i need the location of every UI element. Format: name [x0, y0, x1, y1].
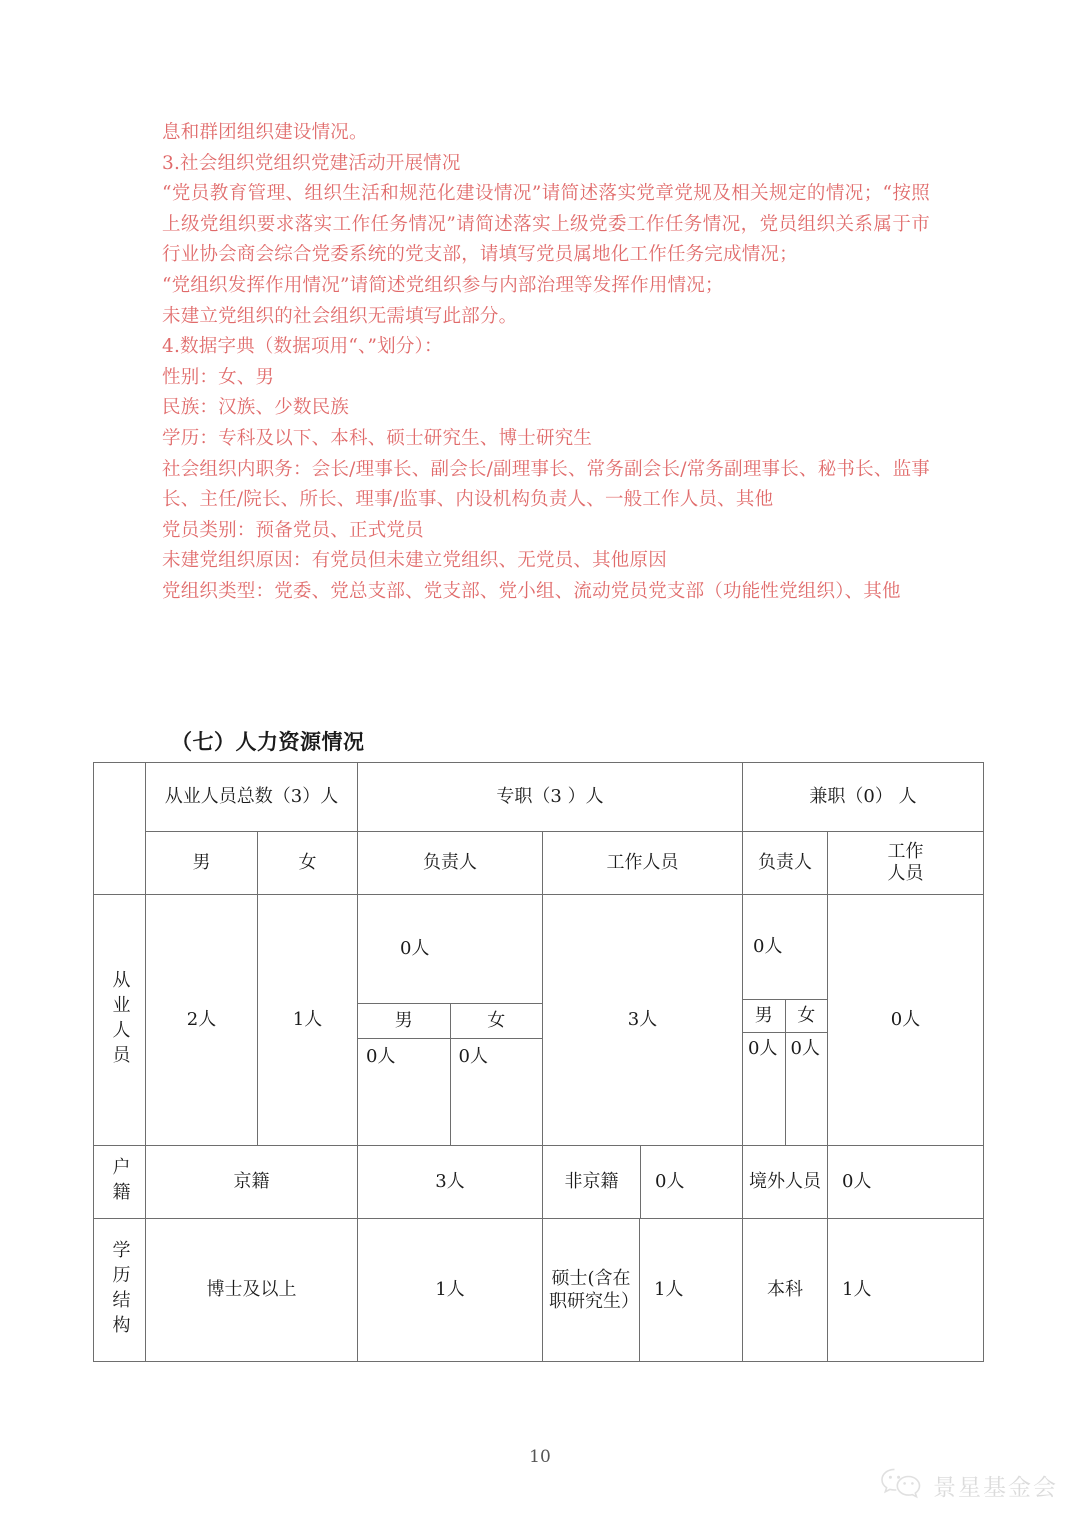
parttime-leader-male-value: 0人 — [748, 1038, 778, 1059]
paragraph-2: “党员教育管理、组织生活和规范化建设情况”请简述落实党章党规及相关规定的情况；“按照上级党组织要求落实工作任务情况”请简述落实上级党委工作任务情况，党员组织关系属于市行业协会商会综合党委系统的党支部，请填写党员属地化工作任务完成情况； — [162, 183, 930, 266]
fulltime-leader-female-value: 0人 — [458, 1046, 488, 1067]
cell-parttime-leader-group — [743, 895, 828, 1146]
cell-household-beijing-label: 京籍 — [146, 1146, 358, 1219]
parttime-leader-female-value: 0人 — [790, 1038, 820, 1059]
header-part-time: 兼职（0） 人 — [743, 763, 984, 832]
cell-household-nonbeijing-label: 非京籍 — [543, 1146, 641, 1218]
cell-education-master-group — [543, 1219, 743, 1362]
cell-fulltime-leader-group — [358, 895, 543, 1146]
fulltime-leader-total: 0人 — [400, 938, 430, 960]
header-fulltime-staff: 工作人员 — [543, 832, 743, 895]
row-label-education-text: 学历结构 — [109, 1240, 131, 1340]
row-label-employees — [94, 895, 146, 1146]
parttime-leader-total: 0人 — [753, 936, 783, 958]
page-number: 10 — [529, 1447, 551, 1467]
header-parttime-leader: 负责人 — [743, 832, 828, 895]
paragraph-6: 性别：女、男 — [162, 366, 275, 388]
cell-female-count: 1人 — [258, 895, 358, 1146]
wechat-icon — [878, 1466, 924, 1504]
paragraph-7: 民族：汉族、少数民族 — [162, 397, 350, 419]
parttime-leader-female-header: 女 — [786, 1000, 828, 1033]
row-label-education — [94, 1219, 146, 1362]
paragraph-1: 3.社会组织党组织党建活动开展情况 — [162, 152, 461, 174]
cell-education-master-label: 硕士(含在职研究生） — [543, 1219, 640, 1361]
cell-parttime-staff-count: 0人 — [828, 895, 984, 1146]
watermark-label: 景星基金会 — [933, 1474, 1058, 1501]
watermark — [878, 1466, 1058, 1504]
paragraph-11: 未建党组织原因：有党员但未建立党组织、无党员、其他原因 — [162, 550, 667, 572]
table-header-row-1 — [94, 763, 984, 832]
cell-education-master-count: 1人 — [654, 1279, 684, 1301]
paragraph-0: 息和群团组织建设情况。 — [162, 122, 368, 143]
fulltime-leader-male-col — [358, 1004, 450, 1145]
parttime-leader-male-col — [743, 1000, 785, 1145]
cell-household-nonbeijing-count: 0人 — [655, 1171, 685, 1193]
table-header-row-2 — [94, 832, 984, 895]
table-row-household — [94, 1146, 984, 1219]
paragraph-4: 未建立党组织的社会组织无需填写此部分。 — [162, 305, 518, 327]
cell-male-count: 2人 — [146, 895, 258, 1146]
header-fulltime-leader: 负责人 — [358, 832, 543, 895]
fulltime-leader-gender-grid — [358, 1003, 542, 1145]
paragraph-12: 党组织类型：党委、党总支部、党支部、党小组、流动党员党支部（功能性党组织）、其他 — [162, 580, 901, 602]
cell-household-nonbeijing-group — [543, 1146, 743, 1219]
parttime-leader-gender-grid — [743, 999, 827, 1145]
human-resources-table-wrapper — [93, 762, 983, 1362]
fulltime-leader-female-col — [450, 1004, 543, 1145]
fulltime-leader-male-value: 0人 — [366, 1046, 396, 1067]
cell-household-overseas-count: 0人 — [828, 1146, 984, 1219]
cell-education-bachelor-label: 本科 — [743, 1219, 828, 1362]
table-row-employees — [94, 895, 984, 1146]
cell-household-overseas-label: 境外人员 — [743, 1146, 828, 1219]
row-label-employees-text: 从业人员 — [109, 970, 131, 1070]
human-resources-table — [93, 762, 984, 1362]
table-row-education — [94, 1219, 984, 1362]
row-label-household-text: 户籍 — [109, 1157, 131, 1207]
header-female: 女 — [258, 832, 358, 895]
corner-blank-cell — [94, 763, 146, 895]
paragraph-5: 4.数据字典（数据项用“、”划分）： — [162, 336, 443, 358]
cell-education-doctor-label: 博士及以上 — [146, 1219, 358, 1362]
paragraph-9: 社会组织内职务：会长/理事长、副会长/副理事长、常务副会长/常务副理事长、秘书长、监事长、主任/院长、所长、理事/监事、内设机构负责人、一般工作人员、其他 — [162, 458, 930, 511]
parttime-leader-nest — [743, 895, 827, 1145]
cell-fulltime-staff-count: 3人 — [543, 895, 743, 1146]
section-title: （七）人力资源情况 — [171, 730, 365, 754]
header-total-staff: 从业人员总数（3）人 — [146, 763, 358, 832]
header-parttime-staff: 工作 人员 — [828, 832, 984, 895]
paragraph-8: 学历：专科及以下、本科、硕士研究生、博士研究生 — [162, 427, 593, 449]
header-male: 男 — [146, 832, 258, 895]
fulltime-leader-female-header: 女 — [451, 1004, 543, 1039]
parttime-leader-male-header: 男 — [743, 1000, 785, 1033]
header-full-time: 专职（3 ）人 — [358, 763, 743, 832]
cell-education-bachelor-count: 1人 — [828, 1219, 984, 1362]
paragraph-10: 党员类别：预备党员、正式党员 — [162, 519, 424, 541]
cell-education-doctor-count: 1人 — [358, 1219, 543, 1362]
cell-household-beijing-count: 3人 — [358, 1146, 543, 1219]
row-label-household — [94, 1146, 146, 1219]
fulltime-leader-male-header: 男 — [358, 1004, 450, 1039]
fulltime-leader-nest — [358, 895, 542, 1145]
instruction-text-block — [162, 118, 930, 608]
parttime-leader-female-col — [785, 1000, 828, 1145]
paragraph-3: “党组织发挥作用情况”请简述党组织参与内部治理等发挥作用情况； — [162, 274, 724, 296]
